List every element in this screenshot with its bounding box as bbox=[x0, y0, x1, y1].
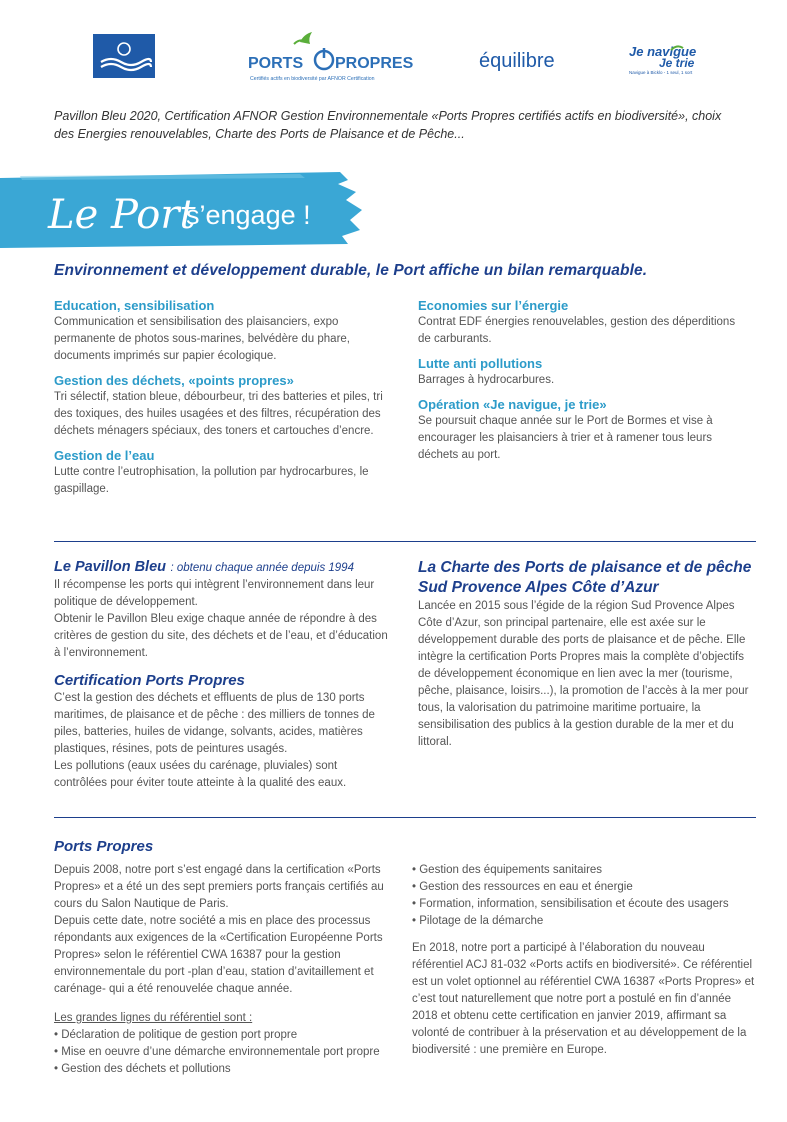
engagement-title: Education, sensibilisation bbox=[54, 298, 215, 313]
main-headline: Environnement et développement durable, le Port affiche un bilan remarquable. bbox=[54, 262, 648, 279]
equilibre-logo bbox=[477, 42, 563, 76]
charte-column bbox=[418, 558, 756, 751]
ports-propres-column-left bbox=[54, 838, 394, 1078]
engagement-block bbox=[418, 356, 748, 389]
ports-propres-paragraph: Depuis cette date, notre société a mis en place des processus répondants aux exigences de la «Certification Européenne Ports Propres» selon le référentiel CWA 16387 pour la gestion environnementale du port -plan d’eau, station d’avitaillement et carénage- qui a été renouvelée chaque année. bbox=[54, 915, 383, 995]
navigue-line1: Je navigue bbox=[629, 44, 697, 59]
left-engagements-column bbox=[54, 298, 384, 506]
pavillon-paragraph: Obtenir le Pavillon Bleu exige chaque année de répondre à des critères de gestion du site, des déchets et de l’eau, et d’éducation à l’environnement. bbox=[54, 613, 388, 659]
certification-paragraph: C’est la gestion des déchets et effluents de plus de 130 ports maritimes, de plaisance et de pêche : des milliers de tonnes de piles, batteries, huiles de vidange, solvants, acides, matières plastiques, résines, pots de peintures usagés. bbox=[54, 692, 375, 755]
engagement-block bbox=[54, 373, 384, 440]
engagement-block bbox=[418, 397, 748, 464]
engagement-text: Se poursuit chaque année sur le Port de Bormes et vise à encourager les plaisanciers à trier et à ramener tous leurs déchets au port. bbox=[418, 415, 713, 461]
certification-title: Certification Ports Propres bbox=[54, 672, 245, 689]
referentiel-list bbox=[54, 1027, 394, 1078]
section-divider bbox=[54, 817, 756, 818]
equilibre-text: équilibre bbox=[479, 50, 555, 72]
right-engagements-column bbox=[418, 298, 748, 472]
banner-rest: s’engage ! bbox=[186, 200, 311, 230]
propres-word: PROPRES bbox=[335, 55, 414, 72]
charte-title: La Charte des Ports de plaisance et de pêche Sud Provence Alpes Côte d’Azur bbox=[418, 559, 752, 596]
intro-text: Pavillon Bleu 2020, Certification AFNOR Gestion Environnementale «Ports Propres certifiés actifs en biodiversité», choix des Energies renouvelables, Charte des Ports de Plaisance et de Pêche... bbox=[54, 109, 722, 141]
pavillon-title: Le Pavillon Bleu bbox=[54, 559, 166, 575]
engagement-text: Barrages à hydrocarbures. bbox=[418, 374, 555, 386]
section-divider bbox=[54, 541, 756, 542]
list-item: • Formation, information, sensibilisation et écoute des usagers bbox=[412, 896, 756, 913]
engagement-text: Contrat EDF énergies renouvelables, gestion des déperditions de carburants. bbox=[418, 316, 736, 345]
pavillon-title-row bbox=[54, 558, 392, 577]
engagement-block bbox=[54, 298, 384, 365]
list-item: • Mise en oeuvre d’une démarche environnementale port propre bbox=[54, 1044, 394, 1061]
engagement-title: Opération «Je navigue, je trie» bbox=[418, 397, 607, 412]
ports-propres-column-right bbox=[412, 862, 756, 1059]
list-item: • Gestion des déchets et pollutions bbox=[54, 1061, 394, 1078]
navigue-tagline: Navigue à Bicklo - 1 seul, 1 sort bbox=[629, 70, 693, 75]
charte-paragraph: Lancée en 2015 sous l’égide de la région Sud Provence Alpes Côte d’Azur, son principal partenaire, elle est axée sur le développement durable des ports de plaisance et de pêche. Elle intègre la certification Ports Propres mais la complète d’objectifs de développement économique en lien avec la mer (tourisme, pêche, plaisance, loisirs...), la promotion de l’accès à la mer pour tous, la valorisation du patrimoine maritime portuaire, la sensibilisation des publics à la gestion durable de la mer et du littoral. bbox=[418, 600, 749, 748]
referentiel-list-title: Les grandes lignes du référentiel sont : bbox=[54, 1012, 253, 1024]
engagement-title: Economies sur l’énergie bbox=[418, 298, 569, 313]
pavillon-subtitle: : obtenu chaque année depuis 1994 bbox=[170, 562, 354, 574]
pavillon-bleu-logo bbox=[93, 34, 155, 78]
pavillon-bleu-icon bbox=[93, 34, 155, 78]
engagement-block bbox=[54, 448, 384, 498]
ports-propres-logo bbox=[240, 30, 416, 86]
engagement-title: Lutte anti pollutions bbox=[418, 356, 543, 371]
list-item: • Déclaration de politique de gestion port propre bbox=[54, 1027, 394, 1044]
ports-propres-tagline: Certifiés actifs en biodiversité par AFNOR Certification bbox=[250, 76, 375, 82]
bird-icon bbox=[300, 32, 312, 44]
engagement-text: Lutte contre l’eutrophisation, la pollution par hydrocarbures, le gaspillage. bbox=[54, 466, 369, 495]
pavillon-paragraph: Il récompense les ports qui intègrent l’environnement dans leur politique de développement. bbox=[54, 579, 375, 608]
engagement-text: Tri sélectif, station bleue, débourbeur, tri des batteries et piles, tri des toxiques, des huiles usagées et des filtres, récupération des déchets ménagers spéciaux, des toners et cartouches d’encre. bbox=[54, 391, 383, 437]
list-item: • Gestion des ressources en eau et énergie bbox=[412, 879, 756, 896]
ports-propres-paragraph: Depuis 2008, notre port s’est engagé dans la certification «Ports Propres» et a été un des sept premiers ports français certifiés au cours du Salon Nautique de Paris. bbox=[54, 864, 384, 910]
certification-paragraph: Les pollutions (eaux usées du carénage, pluviales) sont contrôlées pour éviter toute atteinte à la qualité des eaux. bbox=[54, 760, 347, 789]
referentiel-list-continued bbox=[412, 862, 756, 930]
je-navigue-logo bbox=[627, 42, 713, 76]
list-item: • Pilotage de la démarche bbox=[412, 913, 756, 930]
pavillon-certification-column bbox=[54, 558, 392, 792]
engagement-block bbox=[418, 298, 748, 348]
list-item: • Gestion des équipements sanitaires bbox=[412, 862, 756, 879]
ports-propres-2018-paragraph: En 2018, notre port a participé à l’élaboration du nouveau référentiel ACJ 81-032 «Ports actifs en biodiversité». Ce référentiel est un volet optionnel au référentiel CWA 16387 «Ports Propres» et c’est tout naturellement que notre port a postulé en fin d’année 2018 et obtenu cette certification en janvier 2019, affirmant sa volonté de contribuer à la préservation et au développement de la biodiversité : une première en Europe. bbox=[412, 942, 755, 1056]
engagement-title: Gestion de l’eau bbox=[54, 448, 155, 463]
ports-propres-title: Ports Propres bbox=[54, 838, 154, 855]
engagement-title: Gestion des déchets, «points propres» bbox=[54, 373, 294, 388]
engagement-text: Communication et sensibilisation des plaisanciers, expo permanente de photos sous-marines, belvédère du phare, documents imprimés sur papier écologique. bbox=[54, 316, 350, 362]
le-port-banner bbox=[0, 170, 370, 250]
ports-word: PORTS bbox=[248, 55, 304, 72]
banner-script: Le Port bbox=[48, 192, 196, 238]
navigue-line2: Je trie bbox=[659, 56, 695, 70]
